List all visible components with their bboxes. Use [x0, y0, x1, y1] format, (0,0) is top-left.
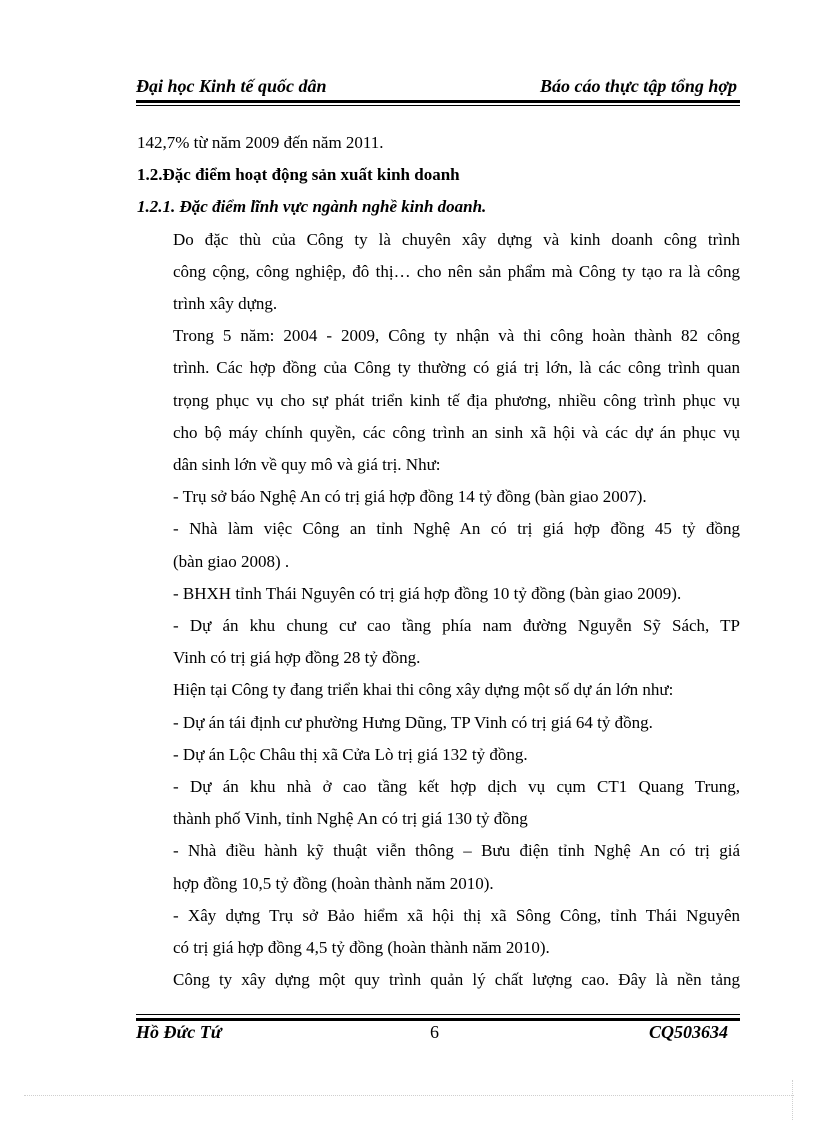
- continuation-line: 142,7% từ năm 2009 đến năm 2011.: [137, 133, 384, 152]
- text-line: Do đặc thù của Công ty là chuyên xây dựng và kinh doanh công trình: [173, 229, 740, 249]
- text-line: - Dự án Lộc Châu thị xã Cửa Lò trị giá 132 tỷ đồng.: [173, 744, 528, 764]
- text-line: trình xây dựng.: [173, 294, 278, 314]
- footer-author: Hồ Đức Tứ: [136, 1022, 222, 1042]
- list-item: [137, 707, 740, 739]
- text-line: (bàn giao 2008) .: [173, 551, 290, 571]
- section-heading: 1.2.Đặc điểm hoạt động sản xuất kinh doanh: [137, 165, 460, 185]
- footer-rule-thick: [136, 1018, 740, 1021]
- text-line: dân sinh lớn về quy mô và giá trị. Như:: [173, 455, 441, 475]
- footer-rule-thin: [136, 1014, 740, 1015]
- text-line: - Xây dựng Trụ sở Bảo hiểm xã hội thị xã Sông Công, tỉnh Thái Nguyên: [173, 905, 740, 925]
- list-item: [137, 739, 740, 771]
- text-line: Hiện tại Công ty đang triển khai thi công xây dựng một số dự án lớn như:: [173, 680, 674, 700]
- text-line: - BHXH tỉnh Thái Nguyên có trị giá hợp đồng 10 tỷ đồng (bàn giao 2009).: [173, 583, 682, 603]
- page-edge-divider: [24, 1095, 794, 1096]
- list-item: [137, 481, 740, 513]
- paragraph-4: [137, 964, 740, 996]
- text-line: thành phố Vinh, tỉnh Nghệ An có trị giá 130 tỷ đồng: [173, 809, 528, 829]
- paragraph-3: [137, 674, 740, 706]
- paragraph-2: [137, 320, 740, 481]
- header-university: Đại học Kinh tế quốc dân: [136, 76, 327, 96]
- text-line: - Dự án khu nhà ở cao tầng kết hợp dịch vụ cụm CT1 Quang Trung,: [173, 777, 740, 797]
- header-rule-thin: [136, 105, 740, 106]
- list-item: [137, 610, 740, 674]
- text-line: Công ty xây dựng một quy trình quản lý chất lượng cao. Đây là nền tảng: [173, 970, 740, 990]
- text-line: Trong 5 năm: 2004 - 2009, Công ty nhận và thi công hoàn thành 82 công: [173, 326, 740, 346]
- page-header: [136, 72, 739, 100]
- list-item: [137, 900, 740, 964]
- text-line: Vinh có trị giá hợp đồng 28 tỷ đồng.: [173, 648, 421, 668]
- text-line: - Nhà làm việc Công an tỉnh Nghệ An có trị giá hợp đồng 45 tỷ đồng: [173, 519, 740, 539]
- page-body: [137, 127, 740, 996]
- list-item: [137, 578, 740, 610]
- text-line: - Nhà điều hành kỹ thuật viễn thông – Bưu điện tỉnh Nghệ An có trị giá: [173, 841, 740, 861]
- list-item: [137, 513, 740, 577]
- header-rule-thick: [136, 100, 740, 103]
- text-line: cho bộ máy chính quyền, các công trình an sinh xã hội và các dự án phục vụ: [173, 422, 740, 442]
- text-line: - Trụ sở báo Nghệ An có trị giá hợp đồng 14 tỷ đồng (bàn giao 2007).: [173, 487, 647, 507]
- header-report-title: Báo cáo thực tập tổng hợp: [540, 76, 737, 96]
- text-line: - Dự án khu chung cư cao tầng phía nam đường Nguyễn Sỹ Sách, TP: [173, 616, 740, 636]
- text-line: - Dự án tái định cư phường Hưng Dũng, TP Vinh có trị giá 64 tỷ đồng.: [173, 712, 653, 732]
- page-number: 6: [430, 1022, 439, 1042]
- student-code: CQ503634: [648, 1022, 728, 1042]
- list-item: [137, 835, 740, 899]
- page-footer: [136, 1022, 740, 1048]
- subsection-heading: 1.2.1. Đặc điểm lĩnh vực ngành nghề kinh doanh.: [137, 197, 487, 217]
- paragraph-1: [137, 224, 740, 321]
- text-line: có trị giá hợp đồng 4,5 tỷ đồng (hoàn thành năm 2010).: [173, 938, 550, 958]
- text-line: công cộng, công nghiệp, đô thị… cho nên sản phẩm mà Công ty tạo ra là công: [173, 261, 740, 281]
- page-edge-divider-vertical: [792, 1080, 793, 1120]
- list-item: [137, 771, 740, 835]
- text-line: trọng phục vụ cho sự phát triển kinh tế địa phương, nhiều công trình phục vụ: [173, 390, 740, 410]
- text-line: hợp đồng 10,5 tỷ đồng (hoàn thành năm 2010).: [173, 873, 494, 893]
- text-line: trình. Các hợp đồng của Công ty thường có giá trị lớn, là các công trình quan: [173, 358, 740, 378]
